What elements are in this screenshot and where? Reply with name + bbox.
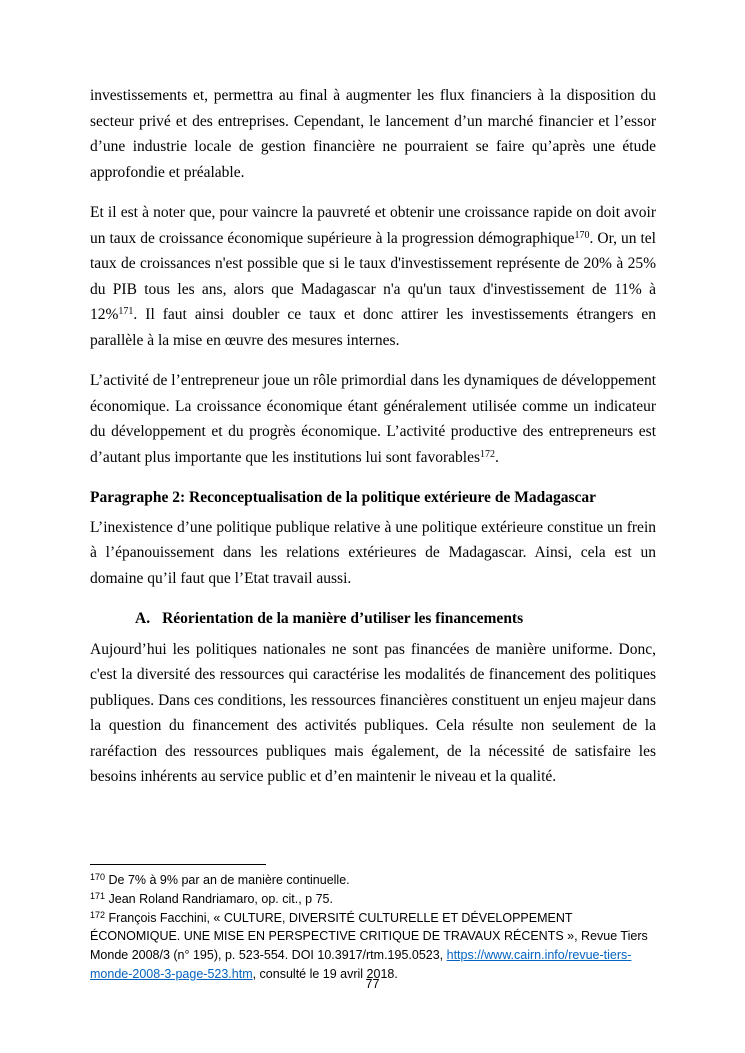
footnote-172-text: François Facchini, « CULTURE, DIVERSITÉ CULTURELLE ET DÉVELOPPEMENT ÉCONOMIQUE. UNE MISE EN PERSPECTIVE CRITIQUE DE TRAVAUX RÉCENTS », Revue Tiers Monde 2008/3 (n° 195), p. 523-554. DOI 10.3917/rtm.195.0523, (90, 910, 648, 963)
heading-paragraphe-2: Paragraphe 2: Reconceptualisation de la politique extérieure de Madagascar (90, 489, 596, 506)
text-segment: Et il est à noter que, pour vaincre la pauvreté et obtenir une croissance rapide on doit avoir un taux de croissance économique supérieure à la progression démographique (90, 204, 656, 247)
footnote-172 (90, 909, 656, 984)
footnote-172-marker: 172 (90, 909, 106, 920)
page-body (90, 83, 656, 805)
subheading-a-label: A. (135, 610, 151, 627)
subheading-a (90, 606, 656, 632)
footnote-ref-171: 171 (118, 306, 134, 317)
text-segment: . Il faut ainsi doubler ce taux et donc attirer les investissements étrangers en parallèle à la mise en œuvre des mesures internes. (90, 306, 656, 349)
paragraph-entrepreneur (90, 368, 656, 470)
footnotes-section (90, 864, 656, 984)
footnote-ref-170: 170 (574, 229, 590, 241)
footnote-separator (90, 864, 266, 865)
footnote-ref-172: 172 (480, 448, 496, 460)
footnote-170 (90, 871, 656, 890)
paragraph-inexistence: L’inexistence d’une politique publique relative à une politique extérieure constitue un frein à l’épanouissement dans les relations extérieures de Madagascar. Ainsi, cela est un domaine qu’il faut que l’Etat travail aussi. (90, 518, 656, 587)
text-segment: . Or, un tel taux de croissances n'est possible que si le taux d'investissement représente de 20% à 25% du PIB tous les ans, alors que Madagascar n'a qu'un taux d'investissement de 11% à 12% (90, 229, 656, 323)
footnote-170-marker: 170 (90, 872, 106, 882)
footnote-171 (90, 890, 656, 909)
cairn-hyperlink[interactable]: https://www.cairn.info/revue-tiers-monde-2008-3-page-523.htm (90, 948, 632, 981)
subheading-a-text: Réorientation de la manière d’utiliser les financements (162, 610, 524, 627)
text-segment: . (495, 448, 499, 466)
footnote-171-marker: 171 (90, 890, 106, 901)
page-number: 77 (365, 977, 380, 991)
paragraph-financement: Aujourd’hui les politiques nationales ne sont pas financées de manière uniforme. Donc, c'est la diversité des ressources qui caractérise les modalités de financement des politiques publiques. Dans ces conditions, les ressources financières constituent un enjeu majeur dans la question du financement des activités publiques. Cela résulte non seulement de la raréfaction des ressources publiques mais également, de la nécessité de satisfaire les besoins inhérents au service public et d’en maintenir le niveau et la qualité. (90, 640, 656, 785)
footnote-171-text: Jean Roland Randriamaro, op. cit., p 75. (108, 891, 333, 906)
footnote-170-text: De 7% à 9% par an de manière continuelle. (108, 873, 350, 887)
footnote-172-text-after: , consulté le 19 avril 2018. (252, 966, 398, 981)
paragraph-investissements: investissements et, permettra au final à augmenter les flux financiers à la disposition du secteur privé et des entreprises. Cependant, le lancement d’un marché financier et l’essor d’une industrie locale de gestion financière ne pourraient se faire qu’après une étude approfondie et préalable. (90, 87, 656, 181)
text-segment: L’activité de l’entrepreneur joue un rôle primordial dans les dynamiques de développement économique. La croissance économique étant généralement utilisée comme un indicateur du développement et du progrès économique. L’activité productive des entrepreneurs est d’autant plus importante que les institutions lui sont favorables (90, 372, 656, 466)
paragraph-croissance (90, 200, 656, 353)
